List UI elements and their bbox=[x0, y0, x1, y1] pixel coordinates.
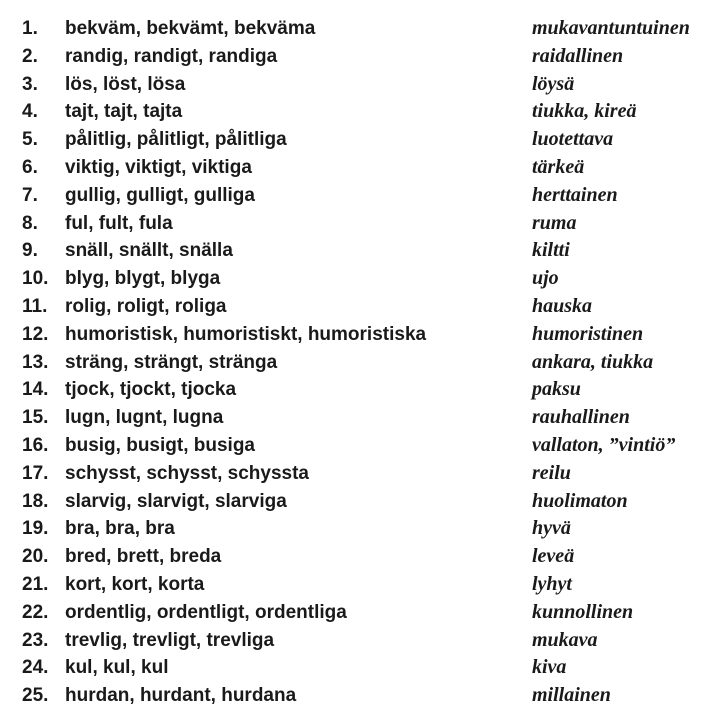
finnish-translation: vallaton, ”vintiö” bbox=[532, 433, 676, 456]
item-number: 25. bbox=[22, 685, 49, 707]
item-number: 11. bbox=[22, 295, 48, 317]
vocabulary-row bbox=[0, 237, 726, 265]
vocabulary-row bbox=[0, 349, 726, 377]
vocabulary-row bbox=[0, 627, 726, 655]
swedish-word: rolig, roligt, roliga bbox=[65, 295, 227, 317]
vocabulary-row bbox=[0, 376, 726, 404]
finnish-translation: löysä bbox=[532, 72, 575, 95]
item-number: 9. bbox=[22, 240, 38, 262]
item-number: 17. bbox=[22, 462, 49, 484]
item-number: 14. bbox=[22, 379, 49, 401]
finnish-translation: hauska bbox=[532, 294, 593, 317]
item-number: 20. bbox=[22, 546, 49, 568]
swedish-word: viktig, viktigt, viktiga bbox=[65, 156, 252, 178]
swedish-word: randig, randigt, randiga bbox=[65, 45, 278, 67]
vocabulary-row bbox=[0, 293, 726, 321]
item-number: 7. bbox=[22, 184, 38, 206]
vocabulary-row bbox=[0, 404, 726, 432]
vocabulary-row bbox=[0, 210, 726, 238]
vocabulary-row bbox=[0, 488, 726, 516]
finnish-translation: tiukka, kireä bbox=[532, 100, 637, 123]
item-number: 21. bbox=[22, 573, 49, 595]
item-number: 4. bbox=[22, 101, 38, 123]
swedish-word: ordentlig, ordentligt, ordentliga bbox=[65, 601, 347, 623]
swedish-word: blyg, blygt, blyga bbox=[65, 268, 221, 290]
finnish-translation: herttainen bbox=[532, 183, 618, 206]
vocabulary-row bbox=[0, 154, 726, 182]
swedish-word: tjock, tjockt, tjocka bbox=[65, 379, 237, 401]
finnish-translation: hyvä bbox=[532, 517, 571, 540]
swedish-word: busig, busigt, busiga bbox=[65, 434, 255, 456]
vocabulary-row bbox=[0, 182, 726, 210]
item-number: 3. bbox=[22, 73, 38, 95]
item-number: 22. bbox=[22, 601, 49, 623]
vocabulary-row bbox=[0, 571, 726, 599]
vocabulary-row bbox=[0, 654, 726, 682]
vocabulary-row bbox=[0, 432, 726, 460]
swedish-word: hurdan, hurdant, hurdana bbox=[65, 685, 297, 707]
finnish-translation: reilu bbox=[532, 461, 571, 484]
vocabulary-row bbox=[0, 43, 726, 71]
swedish-word: lös, löst, lösa bbox=[65, 73, 186, 95]
finnish-translation: huolimaton bbox=[532, 489, 628, 512]
item-number: 6. bbox=[22, 156, 38, 178]
vocabulary-row bbox=[0, 515, 726, 543]
swedish-word: pålitlig, pålitligt, pålitliga bbox=[65, 129, 287, 151]
vocabulary-row bbox=[0, 98, 726, 126]
vocabulary-list bbox=[0, 15, 726, 710]
swedish-word: trevlig, trevligt, trevliga bbox=[65, 629, 275, 651]
vocabulary-row bbox=[0, 71, 726, 99]
finnish-translation: lyhyt bbox=[532, 572, 572, 595]
swedish-word: schysst, schysst, schyssta bbox=[65, 462, 309, 484]
item-number: 15. bbox=[22, 407, 49, 429]
item-number: 10. bbox=[22, 268, 49, 290]
vocabulary-row bbox=[0, 15, 726, 43]
item-number: 23. bbox=[22, 629, 49, 651]
finnish-translation: mukavantuntuinen bbox=[532, 17, 690, 39]
swedish-word: bred, brett, breda bbox=[65, 546, 222, 568]
finnish-translation: raidallinen bbox=[532, 44, 624, 67]
item-number: 13. bbox=[22, 351, 49, 373]
finnish-translation: humoristinen bbox=[532, 322, 644, 345]
item-number: 8. bbox=[22, 212, 38, 234]
swedish-word: sträng, strängt, stränga bbox=[65, 351, 278, 373]
swedish-word: kort, kort, korta bbox=[65, 573, 205, 595]
swedish-word: bra, bra, bra bbox=[65, 518, 175, 540]
item-number: 16. bbox=[22, 434, 49, 456]
finnish-translation: mukava bbox=[532, 628, 598, 651]
finnish-translation: kiltti bbox=[532, 239, 570, 262]
finnish-translation: kunnollinen bbox=[532, 600, 634, 623]
swedish-word: kul, kul, kul bbox=[65, 657, 169, 679]
item-number: 18. bbox=[22, 490, 49, 512]
vocabulary-row bbox=[0, 682, 726, 710]
item-number: 24. bbox=[22, 657, 49, 679]
finnish-translation: rauhallinen bbox=[532, 406, 630, 429]
vocabulary-row bbox=[0, 460, 726, 488]
swedish-word: snäll, snällt, snälla bbox=[65, 240, 233, 262]
finnish-translation: ruma bbox=[532, 211, 577, 234]
vocabulary-row bbox=[0, 599, 726, 627]
swedish-word: tajt, tajt, tajta bbox=[65, 101, 183, 123]
finnish-translation: paksu bbox=[532, 378, 581, 401]
item-number: 12. bbox=[22, 323, 49, 345]
finnish-translation: tärkeä bbox=[532, 155, 585, 178]
item-number: 19. bbox=[22, 518, 49, 540]
swedish-word: lugn, lugnt, lugna bbox=[65, 407, 224, 429]
finnish-translation: leveä bbox=[532, 545, 575, 568]
vocabulary-row bbox=[0, 543, 726, 571]
vocabulary-row bbox=[0, 265, 726, 293]
vocabulary-row bbox=[0, 321, 726, 349]
item-number: 1. bbox=[22, 18, 38, 39]
swedish-word: humoristisk, humoristiskt, humoristiska bbox=[65, 323, 427, 345]
swedish-word: bekväm, bekvämt, bekväma bbox=[65, 18, 316, 39]
finnish-translation: ujo bbox=[532, 267, 559, 290]
finnish-translation: kiva bbox=[532, 656, 567, 679]
swedish-word: slarvig, slarvigt, slarviga bbox=[65, 490, 287, 512]
swedish-word: gullig, gulligt, gulliga bbox=[65, 184, 255, 206]
item-number: 2. bbox=[22, 45, 38, 67]
finnish-translation: millainen bbox=[532, 684, 611, 707]
vocabulary-row bbox=[0, 126, 726, 154]
finnish-translation: ankara, tiukka bbox=[532, 350, 654, 373]
finnish-translation: luotettava bbox=[532, 128, 614, 151]
item-number: 5. bbox=[22, 129, 38, 151]
swedish-word: ful, fult, fula bbox=[65, 212, 173, 234]
